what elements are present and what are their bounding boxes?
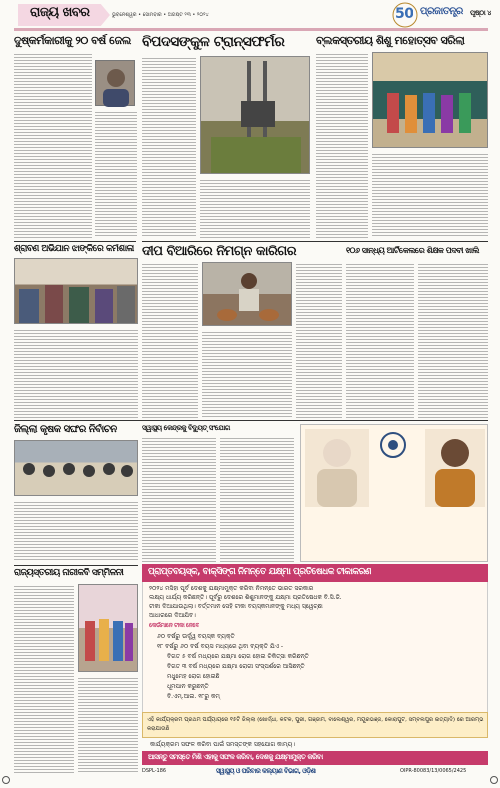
story5-body-c [296, 262, 342, 418]
story3-body-a [316, 52, 368, 238]
paper-name: ପ୍ରଜାତନ୍ତ୍ର [420, 6, 463, 17]
photo-artisan [202, 262, 292, 326]
anniversary-badge [392, 2, 418, 28]
headline-lamp-artisan: ଦୀପ ବିଆରିରେ ନିମଗ୍ନ କାରିଗର [142, 244, 297, 259]
gathering-photo-icon [15, 441, 137, 495]
story8-body-b [220, 436, 294, 562]
ad-item: ୬୦ ବର୍ଷରୁ ଊର୍ଦ୍ଧ୍ୱ ବୟସ୍କ ବ୍ୟକ୍ତି [157, 633, 235, 640]
ad-footer-bar [142, 751, 488, 765]
photo-farmers [14, 440, 138, 496]
ad-item: ବିଗତ ୩ ବର୍ଷ ମଧ୍ୟରେ ଯକ୍ଷ୍ମା ରୋଗୀ ସଂସ୍ପର୍ଶରେ ଆସିଛନ୍ତି [167, 663, 305, 670]
tb-vaccine-ad [300, 424, 488, 562]
ad-item: ବିଗତ ୫ ବର୍ଷ ମଧ୍ୟରେ ଯକ୍ଷ୍ମା ରୋଗ ହୋଇ ଚିକିତ୍ସା କରିଛନ୍ତି [167, 653, 309, 660]
story2-body-b [200, 178, 310, 238]
registration-mark [2, 776, 10, 784]
story1-body-b [95, 110, 137, 238]
story5-body-a [142, 262, 198, 418]
cm-portrait [425, 429, 485, 507]
potter-photo-icon [203, 263, 291, 325]
photo-festival [372, 52, 488, 148]
ad-body [142, 582, 488, 712]
ad-code-left: DSPL-186 [142, 768, 167, 774]
registration-mark [490, 776, 498, 784]
photo-workshop [14, 258, 138, 324]
headline-farmer-union: ଜିଲ୍ଲା କୃଷକ ସଙ୍ଘର ନିର୍ବାଚନ [14, 424, 117, 435]
ad-footer-2: ଆସନ୍ତୁ ସମସ୍ତେ ମିଶି ଏହାକୁ ସଫଳ କରିବା, ଦେଶକୁ ଯକ୍ଷ୍ମାମୁକ୍ତ କରିବା [148, 753, 323, 761]
ad-item: ୧୮ ବର୍ଷରୁ ୬୦ ବର୍ଷ ବୟସ ମଧ୍ୟରେ ଥିବା ବ୍ୟକ୍ତି ଯିଏ - [157, 643, 284, 650]
ad-item: ଧୂମପାନ କରୁଛନ୍ତି [167, 683, 209, 690]
pm-portrait [305, 429, 369, 507]
headline-transformer: ବିପଦସଙ୍କୁଳ ଟ୍ରାନ୍ସଫର୍ମର [142, 34, 285, 50]
ad-districts: ଏହି କାର୍ଯ୍ୟକ୍ରମ ପ୍ରଥମ ପର୍ଯ୍ୟାୟରେ ୧୫ଟି ଜିଲ୍ଲା (ଖୋର୍ଦ୍ଧା, କଟକ, ପୁରୀ, ଗଞ୍ଜାମ, ବାଲେଶ୍ୱର, ମୟୂରଭଞ୍ଜ, କୋରାପୁଟ, ସମ୍ବଲପୁର ଇତ୍ୟାଦି) ରେ ଆରମ୍ଭ କରାଯାଉଛି [147, 717, 484, 732]
section-title: ରାଜ୍ୟ ଖବର [30, 5, 90, 20]
ad-district-box [142, 712, 488, 738]
story2-body-a [142, 56, 196, 238]
headline-child-festival: ବ୍ଲକସ୍ତରୀୟ ଶିଶୁ ମହୋତ୍ସବ ସରିଲା [316, 34, 465, 47]
ad-intro-line-3: ଟୀକା ଦିଆଯାଉଥିଲା। ବର୍ତ୍ତମାନ ସେହି ଟୀକା ବୟସ୍କମାନଙ୍କୁ ମଧ୍ୟ ସ୍ୱେଚ୍ଛା [149, 603, 323, 610]
story9-body-b [78, 676, 138, 774]
ad-who-heading: କେଉଁମାନେ ଟୀକା ନେବେ [149, 622, 200, 629]
ad-footer-1: କାର୍ଯ୍ୟକ୍ରମ ସଫଳ କରିବା ପାଇଁ ସମସ୍ତଙ୍କ ସହଯୋଗ କାମ୍ୟ। [150, 741, 295, 748]
emblem-icon [379, 431, 407, 459]
story3-body-b [372, 152, 488, 238]
page-label: ପୃଷ୍ଠା ୪ [470, 9, 492, 17]
ad-item: ବି.ଏମ୍.ଆଇ. ୧୮ରୁ କମ୍ [167, 693, 220, 700]
portrait-photo-icon [425, 429, 485, 507]
headline-workshop: ଶ୍ରାବଣ ଅଭିଯାନ ଝାଙ୍କିରେ କର୍ମଶାଳା [14, 244, 134, 254]
divider [14, 565, 138, 566]
photo-poet-meet [78, 584, 138, 672]
story5-body-b [202, 330, 292, 418]
masthead-rule [14, 28, 488, 31]
story9-body-a [14, 584, 74, 774]
stage-photo-icon [79, 585, 137, 671]
headline-health-centre: ସ୍ୱାସ୍ଥ୍ୟ କେନ୍ଦ୍ରକୁ ବିଦ୍ୟୁତ୍ ସଂଯୋଗ [142, 424, 230, 432]
ad-dept: ସ୍ୱାସ୍ଥ୍ୟ ଓ ପରିବାର କଲ୍ୟାଣ ବିଭାଗ, ଓଡ଼ିଶା [216, 767, 317, 775]
headline-teacher-posts: ୧୦୬ ସାନ୍ଧ୍ୟ ଆର୍ଟିକେଲରେ ଶିକ୍ଷକ ପଦବୀ ଖାଲି [346, 246, 480, 255]
ad-intro-line-1: ୨୦୨୪ ମସିହା ପୂର୍ବ ଦେଶକୁ ଯକ୍ଷ୍ମାମୁକ୍ତ କରିବା ନିମନ୍ତେ ଭାରତ ସରକାର [149, 585, 314, 592]
headline-poet-meet: ରାଜ୍ୟସ୍ତରୀୟ ନାରୀକବି ସମ୍ମିଳନୀ [14, 568, 124, 578]
portrait-photo-icon [305, 429, 369, 507]
meeting-photo-icon [15, 259, 137, 323]
story7-body [14, 500, 138, 562]
ad-code-right: OIPR-80083/13/0065/2425 [400, 768, 467, 774]
dateline: ଭୁବନେଶ୍ୱର • ସୋମବାର • ଅଗଷ୍ଟ ୨୩ • ୨୦୨୪ [112, 12, 209, 18]
ad-banner [142, 564, 488, 582]
photo-convict [95, 60, 135, 106]
ad-intro-line-2: ଲକ୍ଷ୍ୟ ଧାର୍ଯ୍ୟ କରିଛନ୍ତି। ପୂର୍ବରୁ ଦେଶରେ ଶିଶୁମାନଙ୍କୁ ଯକ୍ଷ୍ମା ପ୍ରତିଷେଧକ ବି.ସି.ଜି. [149, 594, 342, 601]
transformer-photo-icon [201, 57, 309, 173]
story8-body-a [142, 436, 216, 562]
festival-photo-icon [373, 53, 487, 147]
story6-body-a [346, 262, 414, 418]
divider [142, 241, 488, 242]
ad-item: ମଧୁମେହ ରୋଗ ହୋଇଛି [167, 673, 220, 680]
headline-rape-jail: ଦୁଷ୍କର୍ମକାରୀକୁ ୨୦ ବର୍ଷ ଜେଲ [14, 34, 131, 47]
story1-body-a [14, 52, 92, 238]
ad-intro-line-4: ଆଧାରରେ ଦିଆଯିବ। [149, 612, 196, 619]
state-emblem [379, 431, 407, 459]
story4-body [14, 328, 138, 418]
badge-number: 50 [395, 6, 414, 22]
story6-body-b [418, 262, 488, 418]
divider [14, 241, 136, 242]
person-photo-icon [96, 61, 136, 107]
ad-banner-text: ପ୍ରାପ୍ତବୟସ୍କ, ବାକ୍ସିଙ୍ଗ ନିମନ୍ତେ ଯକ୍ଷ୍ମା ପ୍ରତିଷେଧକ ଟୀକାକରଣ [148, 567, 372, 577]
divider [14, 420, 488, 421]
photo-transformer [200, 56, 310, 174]
